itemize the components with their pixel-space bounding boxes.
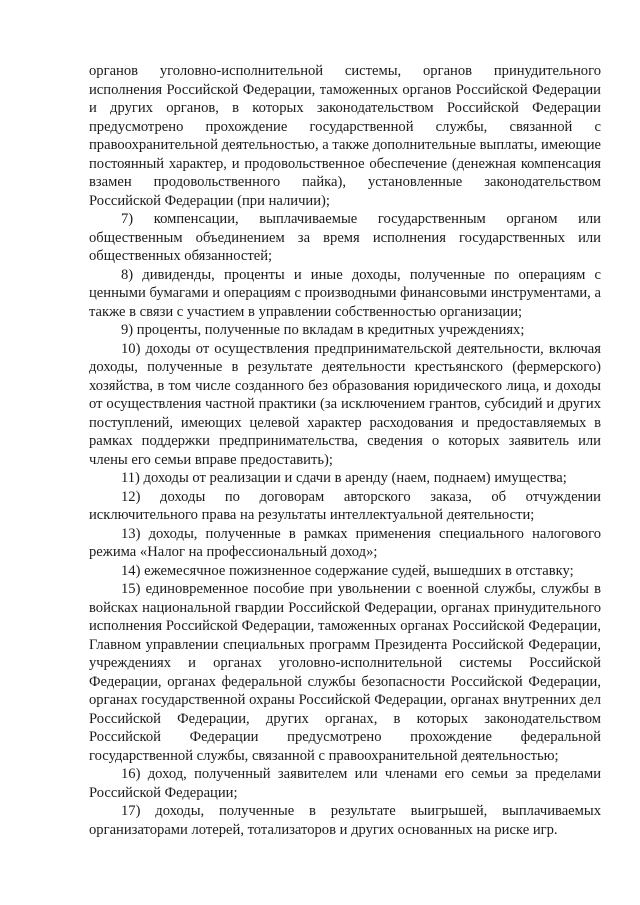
document-page: [89, 62, 601, 839]
paragraph-continuation: органов уголовно-исполнительной системы, органов принудительного исполнения Российской Федерации, таможенных органов Российской Федерации и других органов, в которых законодательством Российской Федерации предусмотрено прохождение государственной службы, связанной с правоохранительной деятельностью, а также дополнительные выплаты, имеющие постоянный характер, и продовольственное обеспечение (денежная компенсация взамен продовольственного пайка), установленные законодательством Российской Федерации (при наличии);: [89, 63, 601, 209]
paragraph-item-13: 13) доходы, полученные в рамках применения специального налогового режима «Налог на профессиональный доход»;: [89, 525, 601, 560]
paragraph-item-14: 14) ежемесячное пожизненное содержание судей, вышедших в отставку;: [121, 562, 574, 579]
paragraph-item-15: 15) единовременное пособие при увольнении с военной службы, службы в войсках национальной гвардии Российской Федерации, органах принудительного исполнения Российской Федерации, таможенных органах Российской Федерации, Главном управлении специальных программ Президента Российской Федерации, учреждениях и органах уголовно-исполнительной системы Российской Федерации, органах федеральной службы безопасности Российской Федерации, органах государственной охраны Российской Федерации, органах внутренних дел Российской Федерации, других органах, в которых законодательством Российской Федерации предусмотрено прохождение федеральной государственной службы, связанной с правоохранительной деятельностью;: [89, 581, 601, 764]
paragraph-item-10: 10) доходы от осуществления предпринимательской деятельности, включая доходы, полученные в результате деятельности крестьянского (фермерского) хозяйства, в том числе созданного без образования юридического лица, и доходы от осуществления частной практики (за исключением грантов, субсидий и других поступлений, имеющих целевой характер расходования и предоставляемых в рамках поддержки предпринимательства, сведения о которых заявитель или члены его семьи вправе предоставить);: [89, 340, 601, 468]
paragraph-item-8: 8) дивиденды, проценты и иные доходы, полученные по операциям с ценными бумагами и операциям с производными финансовыми инструментами, а также в связи с участием в управлении собственностью организации;: [89, 266, 601, 320]
paragraph-item-7: 7) компенсации, выплачиваемые государственным органом или общественным объединением за время исполнения государственных или общественных обязанностей;: [89, 211, 601, 264]
paragraph-item-16: 16) доход, полученный заявителем или членами его семьи за пределами Российской Федерации;: [89, 766, 601, 801]
paragraph-item-9: 9) проценты, полученные по вкладам в кредитных учреждениях;: [121, 322, 525, 338]
paragraph-item-12: 12) доходы по договорам авторского заказа, об отчуждении исключительного права на результаты интеллектуальной деятельности;: [89, 488, 601, 523]
paragraph-item-17: 17) доходы, полученные в результате выигрышей, выплачиваемых организаторами лотерей, тотализаторов и других основанных на риске игр.: [89, 803, 601, 838]
paragraph-item-11: 11) доходы от реализации и сдачи в аренду (наем, поднаем) имущества;: [121, 470, 567, 486]
